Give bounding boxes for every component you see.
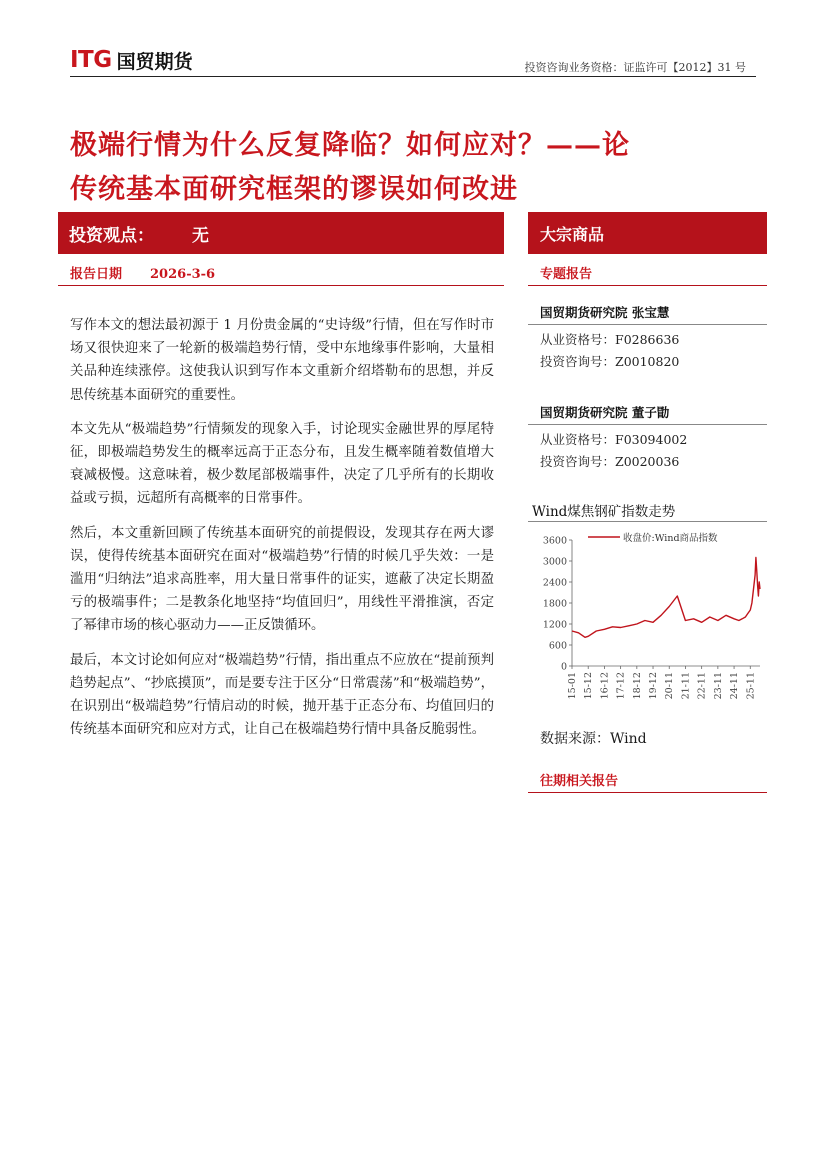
investment-view-label: 投资观点： — [69, 225, 154, 246]
commodity-index-chart — [528, 526, 767, 726]
date-divider — [58, 285, 504, 286]
analyst-2-consult-value: Z0020036 — [615, 454, 680, 469]
x-tick-label: 23-11 — [712, 672, 724, 700]
analyst-2-consult — [540, 452, 679, 470]
qualification-text: 投资咨询业务资格：证监许可【2012】31 号 — [524, 61, 746, 74]
analyst-1-cert — [540, 330, 679, 348]
y-tick-label: 2400 — [542, 577, 567, 589]
legend-label: 收盘价:Wind商品指数 — [623, 533, 718, 544]
analyst-1-consult — [540, 352, 679, 370]
category-bar — [528, 212, 767, 254]
chart-heading: Wind煤焦钢矿指数走势 — [532, 504, 676, 520]
investment-view-value: 无 — [192, 225, 209, 246]
related-reports-divider — [528, 792, 767, 793]
analyst-2-cert — [540, 430, 687, 448]
body-paragraph-4: 最后，本文讨论如何应对“极端趋势”行情，指出重点不应放在“提前预判趋势起点”、“抄底摸顶”，而是要专注于区分“日常震荡”和“极端趋势”，在识别出“极端趋势”行情启动的时候，抛开基于正态分布、均值回归的传统基本面研究和应对方式，让自己在极端趋势行情中具备反脆弱性。 — [70, 652, 494, 738]
x-tick-label: 17-12 — [615, 672, 627, 700]
report-date — [70, 263, 215, 282]
title-line-2: 传统基本面研究框架的谬误如何改进 — [70, 174, 518, 205]
report-type: 专题报告 — [540, 267, 593, 282]
body-paragraph-3: 然后，本文重新回顾了传统基本面研究的前提假设，发现其存在两大谬误，使得传统基本面研究在面对“极端趋势”行情的时候几乎失效：一是滥用“归纳法”追求高胜率，用大量日常事件的证实，遮蔽了决定长期盈亏的极端事件；二是教条化地坚持“均值回归”，用线性平滑推演，否定了幂律市场的核心驱动力——正反馈循环。 — [70, 525, 494, 634]
analyst-2-cert-label: 从业资格号： — [540, 432, 616, 447]
report-body — [70, 314, 494, 752]
x-tick-label: 19-12 — [648, 672, 660, 700]
title-line-1: 极端行情为什么反复降临？如何应对？——论 — [70, 130, 630, 161]
x-tick-label: 25-11 — [745, 672, 757, 700]
y-tick-label: 600 — [548, 640, 567, 652]
x-tick-label: 15-01 — [567, 672, 578, 700]
analyst-1-divider — [528, 324, 767, 325]
report-date-label: 报告日期 — [70, 267, 123, 282]
analyst-2-consult-label: 投资咨询号： — [540, 454, 616, 469]
report-date-value: 2026-3-6 — [150, 267, 216, 282]
body-paragraph-2: 本文先从“极端趋势”行情频发的现象入手，讨论现实金融世界的厚尾特征，即极端趋势发生的概率远高于正态分布，且发生概率随着数值增大衰减极慢。这意味着，极少数尾部极端事件，决定了几乎所有的长期收益或亏损，远超所有高概率的日常事件。 — [70, 421, 494, 507]
investment-view-bar — [58, 212, 504, 254]
analyst-1-cert-label: 从业资格号： — [540, 332, 616, 347]
y-tick-label: 1200 — [542, 619, 567, 631]
body-paragraph-1: 写作本文的想法最初源于 1 月份贵金属的“史诗级”行情，但在写作时市场又很快迎来了一轮新的极端趋势行情，受中东地缘事件影响，大量相关品种连续涨停。这使我认识到写作本文重新介绍塔勒布的思想，并反思传统基本面研究的重要性。 — [70, 318, 494, 403]
analyst-1-consult-label: 投资咨询号： — [540, 354, 616, 369]
company-logo — [70, 47, 193, 73]
x-tick-label: 15-12 — [583, 672, 595, 700]
analyst-1-cert-value: F0286636 — [615, 332, 680, 347]
x-tick-label: 16-12 — [599, 672, 611, 700]
y-tick-label: 3600 — [542, 535, 567, 547]
analyst-1-consult-value: Z0010820 — [615, 354, 680, 369]
related-reports-heading: 往期相关报告 — [540, 774, 619, 789]
series-line — [572, 558, 760, 638]
y-tick-label: 1800 — [542, 598, 567, 610]
report-type-divider — [528, 285, 767, 286]
category-label: 大宗商品 — [540, 224, 605, 244]
analyst-2-name: 国贸期货研究院 董子勖 — [540, 405, 670, 420]
analyst-1-name: 国贸期货研究院 张宝慧 — [540, 305, 670, 320]
analyst-2-cert-value: F03094002 — [615, 432, 688, 447]
chart-heading-divider — [528, 521, 767, 522]
logo-company-name: 国贸期货 — [116, 50, 193, 73]
header-divider — [70, 76, 756, 77]
data-source: 数据来源：Wind — [540, 731, 647, 747]
x-tick-label: 21-11 — [680, 672, 692, 700]
y-tick-label: 0 — [560, 661, 567, 673]
y-tick-label: 3000 — [542, 556, 567, 568]
x-tick-label: 24-11 — [729, 672, 741, 700]
x-tick-label: 18-12 — [631, 672, 643, 700]
report-title — [70, 124, 760, 212]
analyst-2-divider — [528, 424, 767, 425]
x-tick-label: 22-11 — [696, 672, 708, 700]
logo-itg: ITG — [70, 47, 112, 73]
x-tick-label: 20-11 — [664, 672, 676, 700]
